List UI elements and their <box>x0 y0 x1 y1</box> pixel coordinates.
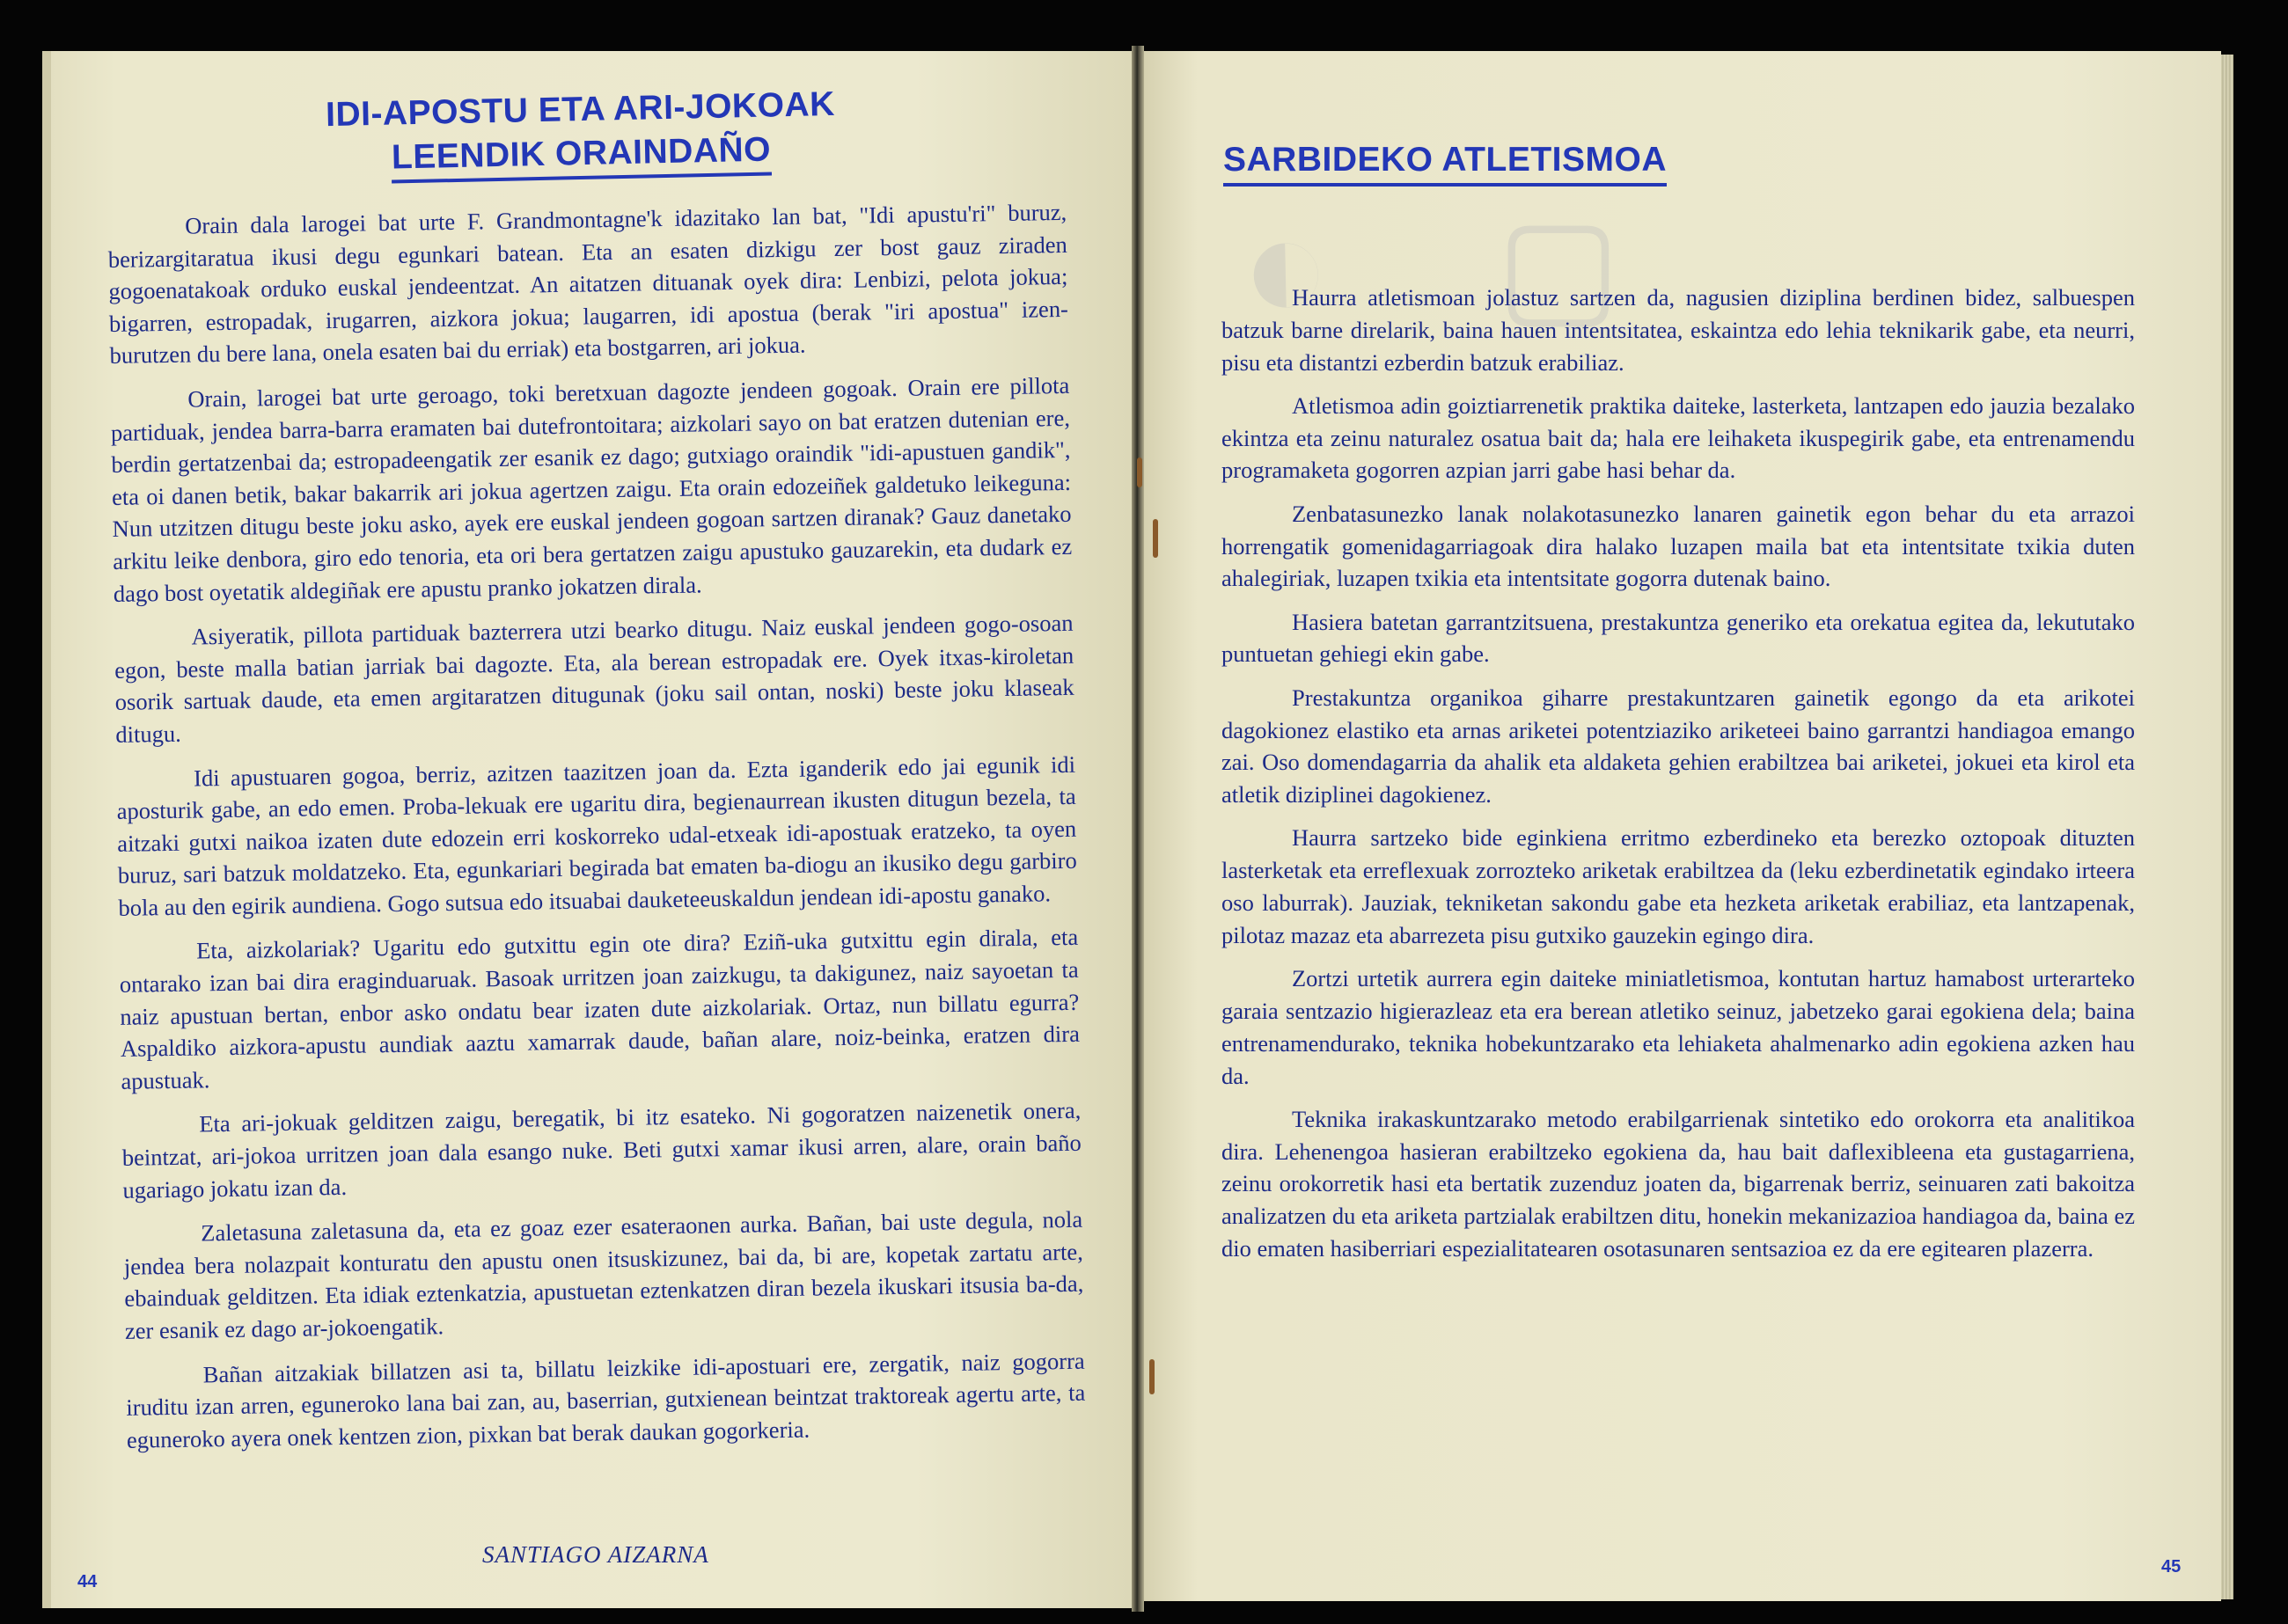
left-paragraph: Eta ari-jokuak gelditzen zaigu, beregatik, bi itz esateko. Ni gogoratzen naizenetik onera, beintzat, ari-jokoa urritzen joan dala esango nuke. Beti gutxi xamar ikusi arren, alare, orain baño ugariago jokatu izan da. <box>121 1097 1082 1203</box>
left-paragraph: Orain, larogei bat urte geroago, toki beretxuan dagozte jendeen gogoak. Orain ere pillota partiduak, jendea barra-barra eramaten bai dutefrontoitara; aizkolari sayo on bat eratzen dutenian ere, berdin gertatzenbai da; estropadeengatik zer esanik ez dago; gutxiago oraindik "idi-apustuen gandik", eta oi danen betik, bakar bakarrik ari jokua agertzen zaigu. Eta orain edozeiñek galdetuko leikeguna: Nun utzitzen ditugu beste joku asko, ayek ere euskal jendeen gogoan sartzen diranak? Gauz danetako arkitu leike denbora, giro edo tenoria, eta ori bera gertatzen zaigu apustuko gauzarekin, eta dudark ez dago bost oyetatik aldegiñak ere apustu pranko jokatzen dirala. <box>110 371 1073 607</box>
book-gutter <box>1132 46 1144 1612</box>
left-paragraph: Orain dala larogei bat urte F. Grandmontagne'k idazitako lan bat, "Idi apustu'ri" buruz, berizargitaratua ikusi degu egunkari batean. Eta an esaten dizkigu zer bost gauz ziraden gogoenatakoak orduko euskal jendeentzat. An aitatzen dituanak oyek dira: Lenbizi, pelota jokua; bigarren, estropadak, irugarren, aizkora jokua; laugarren, idi apostua (berak "iri apostua" izen-burutzen du bere lana, onela esaten bai du erriak) eta bostgarren, ari jokua. <box>107 198 1069 369</box>
staple-bottom <box>1149 1359 1155 1394</box>
right-paragraph: Zortzi urtetik aurrera egin daiteke miniatletismoa, kontutan hartuz hamabost urterarteko garaia sentzazio higierazleaz eta era berean atletiko seinuz, jabetzeko garai egokiena dela; baina entrenamendurako, teknika hobekuntzarako eta lehiaketa ahalmenarko adin egokiena azken hau da. <box>1221 965 2135 1089</box>
right-paragraph: Teknika irakaskuntzarako metodo erabilgarrienak sintetiko edo orokorra eta analitikoa dira. Lehenengoa hasieran erabiltzeko egokiena da, hau bait daflexibleena eta gustagarriena, zeinu orokorretik hasi eta bertatik zuzenduz joaten da, bigarrenak berriz, seinuaren zati bakoitza analizatzen du eta ariketa partzialak erabiltzen ditu, honekin mekanizazioa handiagoa da, baina ez dio ematen hasiberriari espezialitatearen osotasunaren sentsazioa ez da ere egitearen plazerra. <box>1221 1105 2135 1262</box>
author-signature: SANTIAGO AIZARNA <box>482 1541 709 1568</box>
right-paragraph: Haurra atletismoan jolastuz sartzen da, nagusien diziplina berdinen bidez, salbuespen batzuk barne direlarik, baina hauen intentsitatea, eskaintza edo lehia teknikarik gabe, eta neurri, pisu eta distantzi ezberdin batzuk erabiliaz. <box>1221 284 2135 376</box>
left-paragraph: Zaletasuna zaletasuna da, eta ez goaz ezer esateraonen aurka. Bañan, bai uste degula, nola jendea bera nolazpait konturatu den apustu onen itsuskizunez, bai da, bi are, kopetak zartatu arte, ebainduak gelditzen. Eta idiak eztenkatzia, apustuetan eztenkatzen diran bezela ikuskari itsusia ba-da, zer esanik ez dago ar-jokoengatik. <box>123 1205 1084 1344</box>
right-article-title: SARBIDEKO ATLETISMOA <box>1223 141 1667 187</box>
page-number-left: 44 <box>77 1572 98 1591</box>
staple-mark <box>1153 519 1158 558</box>
left-title-line1: IDI-APOSTU ETA ARI-JOKOAK <box>325 84 836 135</box>
right-article-body <box>1221 282 2135 1276</box>
left-paragraph: Bañan aitzakiak billatzen asi ta, billatu leizkike idi-apostuari ere, zergatik, naiz gogorra iruditu izan arren, eguneroko lana bai zan, au, baserrian, gutxienean beintzat traktoreak agertu arte, ta eguneroko ayera onek kentzen zion, pixkan bat berak daukan gogorkeria. <box>126 1347 1086 1453</box>
left-paragraph: Asiyeratik, pillota partiduak bazterrera utzi bearko ditugu. Naiz euskal jendeen gogo-osoan egon, beste malla batian jarriak bai dagozte. Eta, ala berean estropadak ere. Oyek itxas-kiroletan osorik sartuak daude, eta emen argitaratzen ditugunak (joku sail ontan, noski) beste joku klaseak ditugu. <box>114 609 1074 748</box>
right-paragraph: Prestakuntza organikoa giharre prestakuntzaren gainetik egongo da eta arikotei dagokionez elastiko eta arnas ariketei potentziaziko ariketeei baino garrantzi handiagoa emango zai. Oso domendagarria da ahalik eta aldaketa gehien erabiltzea bai ariketei, jokuei eta kirol eta atletik diziplinei dagokienez. <box>1221 684 2135 808</box>
page-number-right: 45 <box>2161 1557 2182 1576</box>
left-paragraph: Eta, aizkolariak? Ugaritu edo gutxittu egin ote dira? Eziñ-uka gutxittu egin dirala, eta ontarako izan bai dira eraginduaruak. Basoak urritzen joan zaizkugu, ta dakigunez, naiz sayoetan ta naiz apustuan bertan, enbor asko ondatu bear izaten dute aizkolariak. Ortaz, nun billatu egurra? Aspaldiko aizkora-apustu aundiak aaztu xamarrak daude, bañan alare, noiz-beinka, eratzen dira apustuak. <box>119 924 1081 1094</box>
right-paragraph: Atletismoa adin goiztiarrenetik praktika daiteke, lasterketa, lantzapen edo jauzia bezalako ekintza eta zeinu naturalez osatua bait da; hala ere leihaketa ikuspegirik gabe, eta entrenamendu programaketa gogorren azpian jarri gabe hasi behar da. <box>1221 391 2135 484</box>
left-article-title <box>281 82 881 186</box>
left-paragraph: Idi apustuaren gogoa, berriz, azitzen taazitzen joan da. Ezta iganderik edo jai egunik idi aposturik gabe, an edo emen. Proba-lekuak ere ugaritu dira, begienaurrean ikusten ditugun bezela, ta aitzaki gutxi naikoa izaten dute edozein erri koskorreko udal-etxeak idi-apostuak eratzeko, ta oyen buruz, sari batzuk moldatzeko. Eta, egunkariari begirada bat ematen ba-diogu an ikusiko degu garbiro bola au den egirik aundiena. Gogo sutsua edo itsuabai dauketeeuskaldun jendean idi-apostu ganako. <box>116 750 1077 921</box>
right-paragraph: Haurra sartzeko bide eginkiena erritmo ezberdineko eta berezko oztopoak dituzten lasterketak eta erreflexuak zorrozteko ariketak erabiltzea da (leku ezberdinetatik egindako irteera oso laburrak). Jauziak, tekniketan sakondu gabe eta hezketa ariketak erabiliaz, eta lantzapenak, pilotaz mazaz eta abarrezeta pisu gutxiko gauzekin egingo dira. <box>1221 824 2135 948</box>
staple-top <box>1137 457 1142 487</box>
right-paragraph: Hasiera batetan garrantzitsuena, prestakuntza generiko eta orekatua egitea da, lekututako puntuetan gehiegi ekin gabe. <box>1221 608 2135 668</box>
left-title-line2: LEENDIK ORAINDAÑO <box>391 128 771 183</box>
left-article-body <box>107 196 1086 1468</box>
page-edges <box>2221 55 2233 1599</box>
right-paragraph: Zenbatasunezko lanak nolakotasunezko lanaren gainetik egon behar du eta arrazoi horrengatik gomenidagarriagoak dira halako luzapen maila bat eta intentsitate txikia duten ahalegiriak, luzapen txikia eta intentsitate gogorra dutenak baino. <box>1221 500 2135 592</box>
